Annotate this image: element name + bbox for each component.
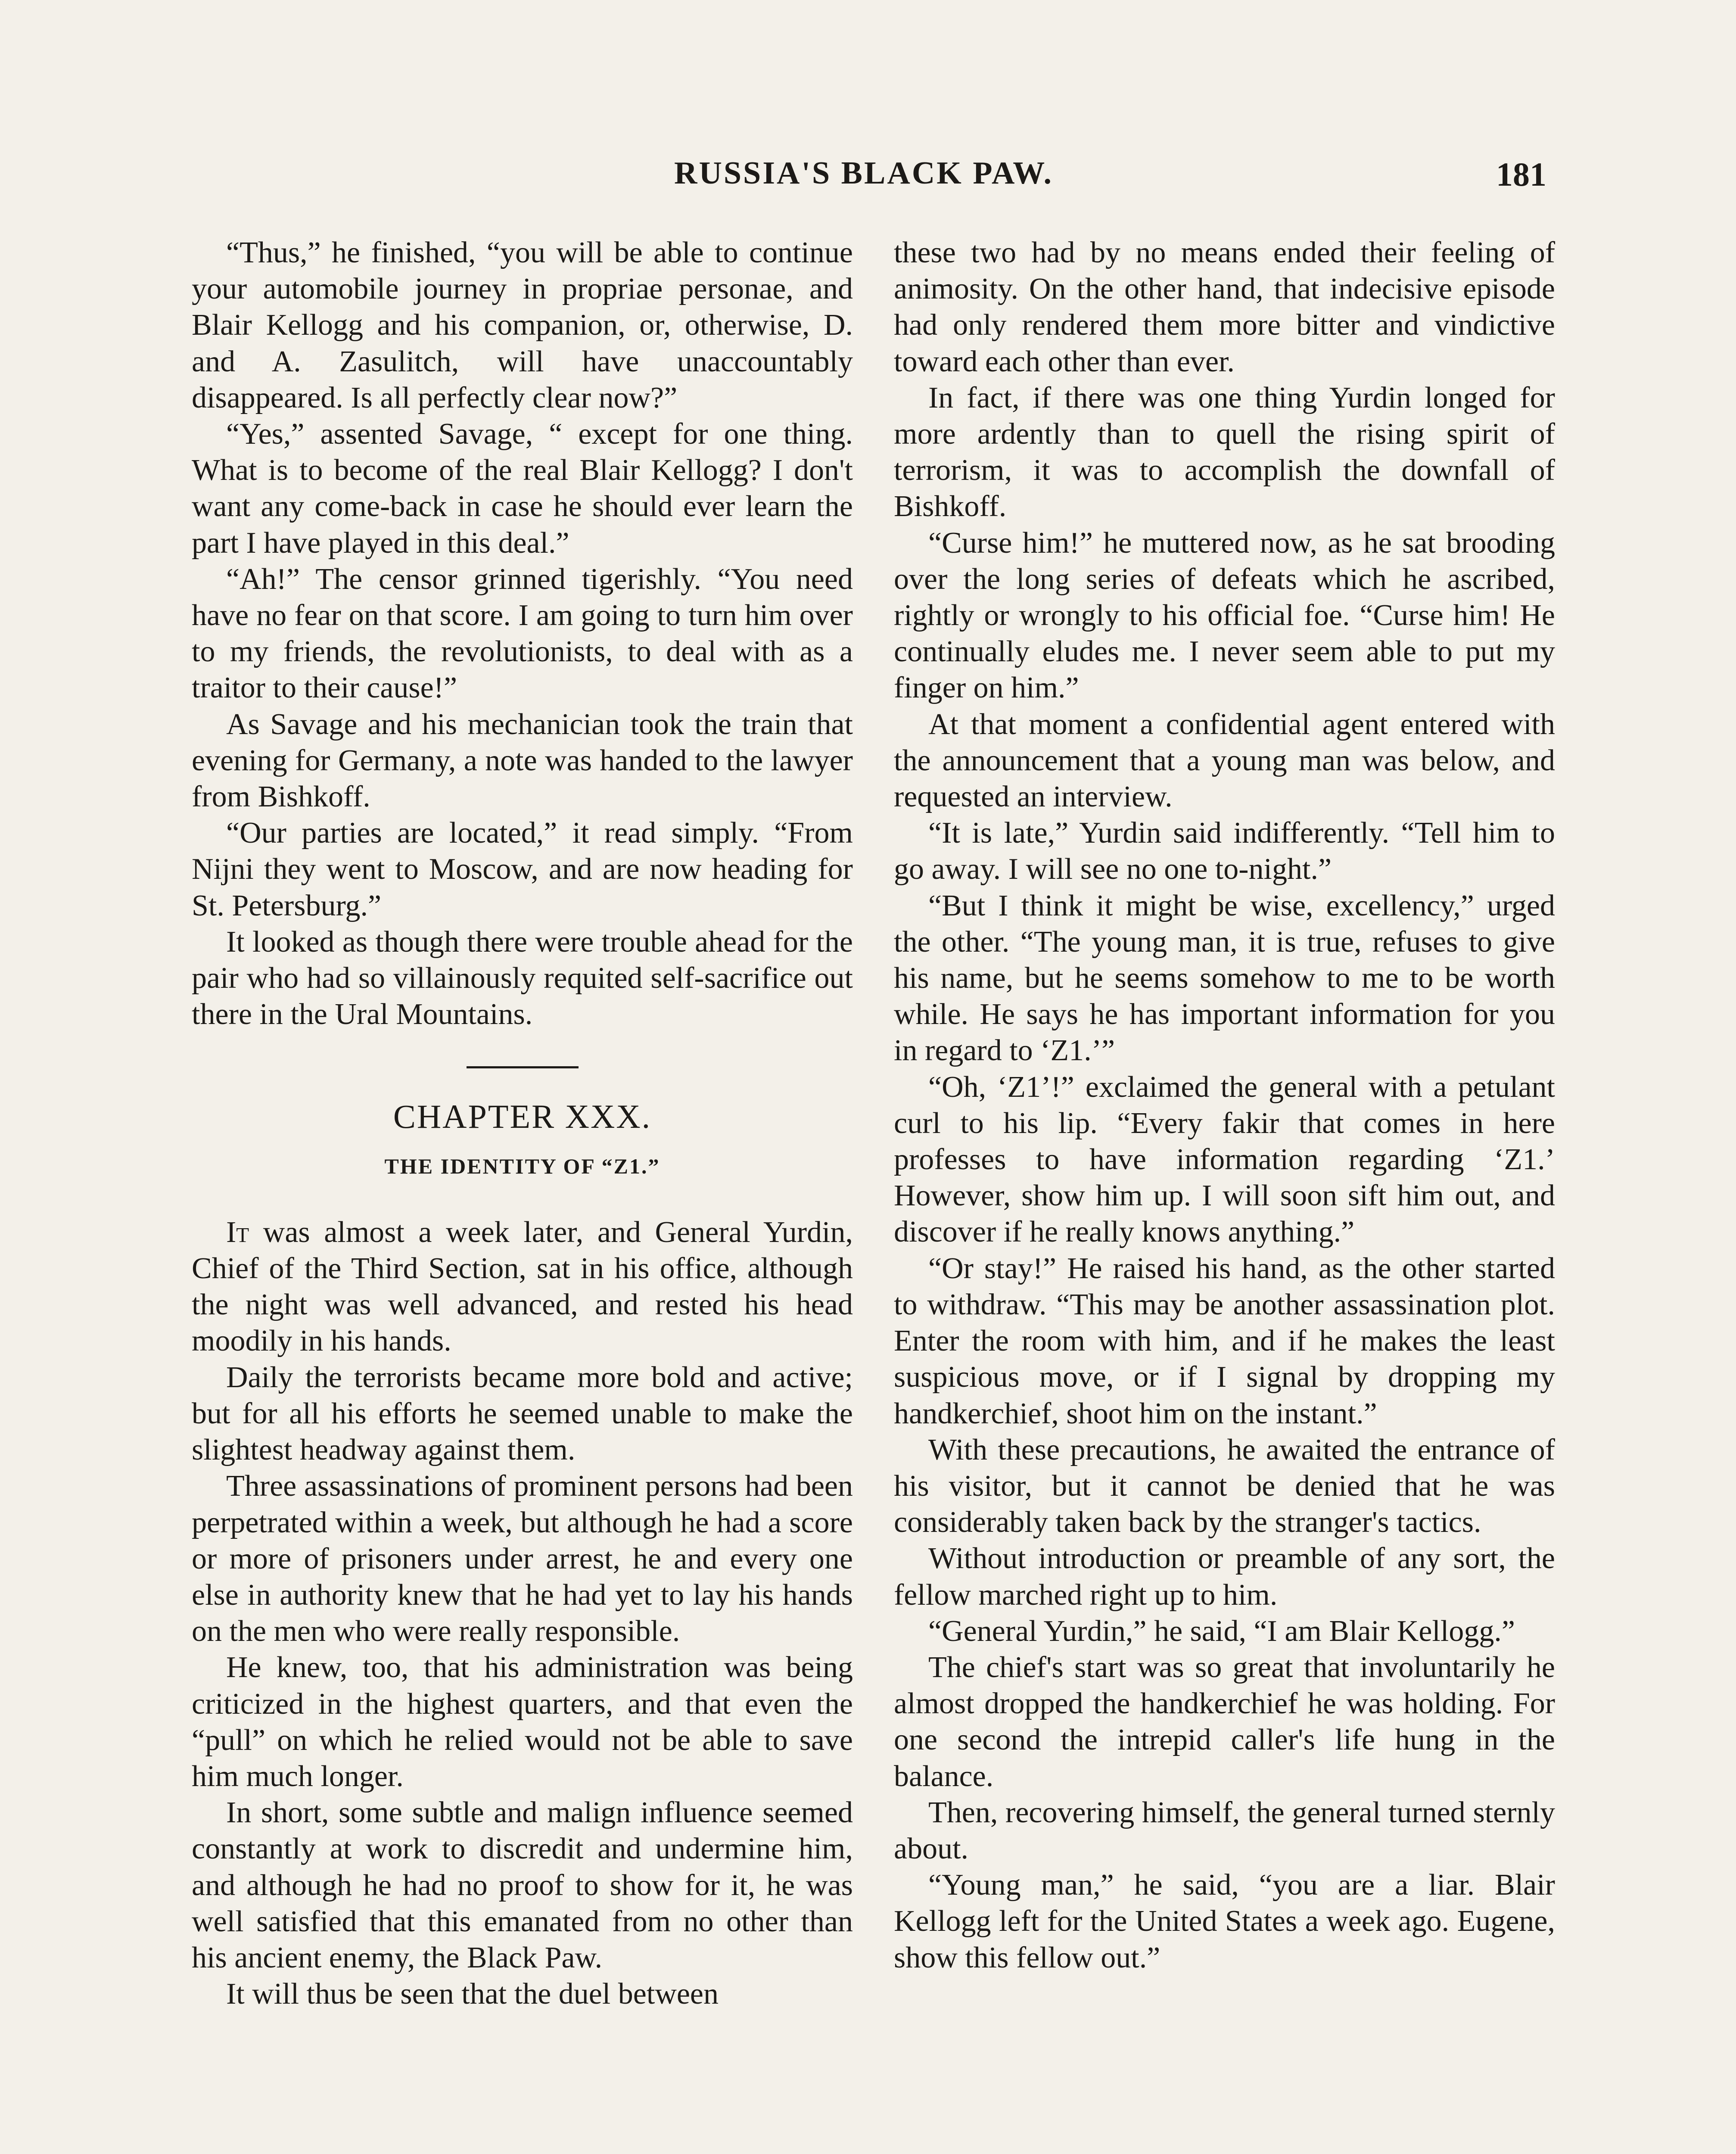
paragraph: Three assassinations of prominent persons had been perpetrated within a week, but although he had a score or more of prisoners under arrest, he and every one else in authority knew that he had yet to lay his hands on the men who were really responsible. [192, 1469, 853, 1648]
paragraph: In short, some subtle and malign influence seemed constantly at work to discredit and undermine him, and although he had no proof to show for it, he was well satisfied that this emanated from no other than his ancient enemy, the Black Paw. [192, 1796, 853, 1974]
paragraph: With these precautions, he awaited the entrance of his visitor, but it cannot be denied that he was considerably taken back by the stranger's tactics. [894, 1433, 1555, 1539]
continued-paragraph: these two had by no means ended their feeling of animosity. On the other hand, that indecisive episode had only rendered them more bitter and vindictive toward each other than ever. [894, 236, 1555, 378]
section-divider [467, 1066, 579, 1068]
paragraph: As Savage and his mechanician took the train that evening for Germany, a note was handed to the lawyer from Bishkoff. [192, 707, 853, 814]
opening-word: It [226, 1215, 249, 1249]
paragraph: The chief's start was so great that involuntarily he almost dropped the handkerchief he was holding. For one second the intrepid caller's life hung in the balance. [894, 1650, 1555, 1793]
paragraph: In fact, if there was one thing Yurdin longed for more ardently than to quell the rising spirit of terrorism, it was to accomplish the downfall of Bishkoff. [894, 381, 1555, 523]
paragraph: He knew, too, that his administration was being criticized in the highest quarters, and that even the “pull” on which he relied would not be able to save him much longer. [192, 1651, 853, 1793]
paragraph: “But I think it might be wise, excellency,” urged the other. “The young man, it is true, refuses to give his name, but he seems somehow to me to be worth while. He says he has important information for you in regard to ‘Z1.’” [894, 889, 1555, 1068]
paragraph: “Ah!” The censor grinned tigerishly. “You need have no fear on that score. I am going to turn him over to my friends, the revolutionists, to deal with as a traitor to their cause!” [192, 562, 853, 705]
paragraph: Daily the terrorists became more bold and active; but for all his efforts he seemed unable to make the slightest headway against them. [192, 1360, 853, 1467]
chapter-opening-paragraph [192, 1214, 853, 1360]
page-header [181, 155, 1546, 207]
paragraph: “Our parties are located,” it read simply. “From Nijni they went to Moscow, and are now heading for St. Petersburg.” [192, 816, 853, 922]
paragraph: “Curse him!” he muttered now, as he sat brooding over the long series of defeats which he ascribed, rightly or wrongly to his official foe. “Curse him! He continually eludes me. I never seem able to put my finger on him.” [894, 526, 1555, 705]
paragraph: “Young man,” he said, “you are a liar. Blair Kellogg left for the United States a week ago. Eugene, show this fellow out.” [894, 1868, 1555, 1974]
chapter-subtitle: THE IDENTITY OF “Z1.” [384, 1154, 660, 1178]
paragraph: “General Yurdin,” he said, “I am Blair Kellogg.” [928, 1614, 1515, 1648]
left-column [192, 235, 853, 2012]
paragraph: Without introduction or preamble of any sort, the fellow marched right up to him. [894, 1542, 1555, 1612]
right-column [894, 235, 1555, 1976]
paragraph: “It is late,” Yurdin said indifferently. “Tell him to go away. I will see no one to-night.” [894, 816, 1555, 886]
paragraph: It looked as though there were trouble ahead for the pair who had so villainously requited self-sacrifice out there in the Ural Mountains. [192, 925, 853, 1031]
paragraph: It will thus be seen that the duel between [226, 1977, 719, 2011]
page-number: 181 [1496, 156, 1546, 193]
paragraph: “Yes,” assented Savage, “ except for one thing. What is to become of the real Blair Kellogg? I don't want any come-back in case he should ever learn the part I have played in this deal.” [192, 417, 853, 560]
paragraph: “Or stay!” He raised his hand, as the other started to withdraw. “This may be another assassination plot. Enter the room with him, and if he makes the least suspicious move, or if I signal by dropping my handkerchief, shoot him on the instant.” [894, 1251, 1555, 1430]
chapter-title: CHAPTER XXX. [393, 1098, 652, 1136]
opening-text: was almost a week later, and General Yurdin, Chief of the Third Section, sat in his office, although the night was well advanced, and rested his head moodily in his hands. [192, 1215, 853, 1358]
paragraph: “Oh, ‘Z1’!” exclaimed the general with a petulant curl to his lip. “Every fakir that comes in here professes to have information regarding ‘Z1.’ However, show him up. I will soon sift him out, and discover if he really knows anything.” [894, 1070, 1555, 1249]
paragraph: At that moment a confidential agent entered with the announcement that a young man was below, and requested an interview. [894, 707, 1555, 814]
running-title: RUSSIA'S BLACK PAW. [674, 156, 1053, 191]
paragraph: “Thus,” he finished, “you will be able to continue your automobile journey in propriae personae, and Blair Kellogg and his companion, or, otherwise, D. and A. Zasulitch, will have unaccountably disappeared. Is all perfectly clear now?” [192, 236, 853, 414]
paragraph: Then, recovering himself, the general turned sternly about. [894, 1796, 1555, 1865]
